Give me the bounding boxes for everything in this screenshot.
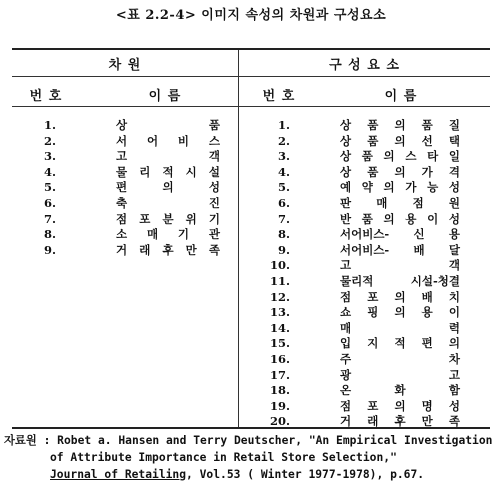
source-line-3 (4, 466, 492, 483)
dimension-name: 소 매 기 관 (116, 227, 220, 242)
table-caption: <표 2.2-4> 이미지 속성의 차원과 구성요소 (115, 8, 387, 23)
component-name: 쇼 핑 의 용 이 (340, 305, 460, 320)
component-name: 판 매 점 원 (340, 195, 460, 210)
component-number: 20. (269, 414, 290, 429)
dimension-name: 고 객 (116, 149, 220, 164)
component-name: 예 약 의 가 능 성 (340, 180, 460, 195)
component-number: 19. (269, 398, 290, 413)
component-number: 17. (269, 367, 290, 382)
component-number: 7. (277, 211, 290, 226)
dimension-number: 1. (43, 118, 56, 132)
source-text-3: , Vol.53 ( Winter 1977-1978), p.67. (186, 468, 425, 481)
component-number: 10. (269, 258, 290, 273)
dimension-name: 축 진 (116, 195, 220, 210)
component-number: 13. (269, 305, 290, 320)
component-number: 15. (269, 336, 290, 351)
dimension-name: 편 의 성 (116, 180, 220, 195)
component-number: 8. (277, 227, 290, 242)
attribute-table (12, 48, 490, 429)
component-name: 상 품 의 선 택 (340, 133, 460, 148)
component-name: 서어비스- 배 달 (340, 242, 460, 257)
component-number: 6. (277, 195, 290, 210)
component-name: 서어비스- 신 용 (340, 227, 460, 242)
component-number: 3. (277, 149, 290, 164)
component-name: 거 래 후 만 족 (340, 414, 460, 429)
component-number: 18. (269, 383, 290, 398)
component-number: 12. (269, 289, 290, 304)
component-name: 점 포 의 배 치 (340, 289, 460, 304)
center-divider (238, 50, 239, 427)
dimension-name: 거 래 후 만 족 (116, 242, 220, 257)
header-divider (12, 76, 490, 77)
dimension-number: 8. (43, 227, 56, 242)
dimension-name: 서 어 비 스 (116, 133, 220, 148)
component-name: 입 지 적 편 의 (340, 336, 460, 351)
component-name-column (340, 118, 460, 430)
component-number: 2. (277, 133, 290, 148)
dimension-number: 5. (43, 180, 56, 195)
dimension-number: 6. (43, 195, 56, 210)
component-name: 반 품 의 용 이 성 (340, 211, 460, 226)
dimension-name-column (116, 118, 220, 258)
component-name: 상 품 의 스 타 일 (340, 149, 460, 164)
dimension-header: 차 원 (108, 58, 142, 73)
component-name: 상 품 의 가 격 (340, 164, 460, 179)
subheader-divider (12, 106, 490, 107)
component-number: 9. (277, 242, 290, 257)
dimension-num-header: 번 호 (29, 89, 63, 104)
component-name: 광 고 (340, 367, 460, 382)
component-name: 매 력 (340, 320, 460, 335)
dimension-name: 상 품 (116, 118, 220, 132)
component-number: 5. (277, 180, 290, 195)
dimension-number: 2. (43, 133, 56, 148)
component-number: 4. (277, 164, 290, 179)
component-name: 상 품 의 품 질 (340, 118, 460, 132)
source-line-1 (4, 432, 492, 449)
component-number-column (256, 118, 290, 430)
dimension-number: 7. (43, 211, 56, 226)
dimension-name: 점 포 분 위 기 (116, 211, 220, 226)
source-text-1: : Robet a. Hansen and Terry Deutscher, "An Empirical Investigation (43, 434, 493, 447)
component-number: 11. (269, 273, 290, 288)
component-name-header: 이 름 (384, 89, 418, 104)
component-name: 온 화 함 (340, 383, 460, 398)
component-name: 물리적 시설-청결 (340, 273, 460, 288)
dimension-number: 9. (43, 242, 56, 257)
journal-name: Journal of Retailing (50, 468, 187, 481)
source-line-2: of Attribute Importance in Retail Store Selection," (50, 451, 397, 464)
component-number: 14. (269, 320, 290, 335)
component-name: 주 차 (340, 351, 460, 366)
dimension-number: 4. (43, 164, 56, 179)
dimension-number: 3. (43, 149, 56, 164)
component-number: 1. (277, 118, 290, 132)
source-label: 자료원 (4, 433, 37, 447)
component-header: 구 성 요 소 (329, 58, 400, 73)
dimension-name: 물 리 적 시 설 (116, 164, 220, 179)
component-name: 고 객 (340, 258, 460, 273)
source-citation (4, 432, 492, 483)
dimension-name-header: 이 름 (148, 89, 182, 104)
dimension-number-column (22, 118, 56, 258)
component-name: 점 포 의 명 성 (340, 398, 460, 413)
component-num-header: 번 호 (262, 89, 296, 104)
component-number: 16. (269, 351, 290, 366)
